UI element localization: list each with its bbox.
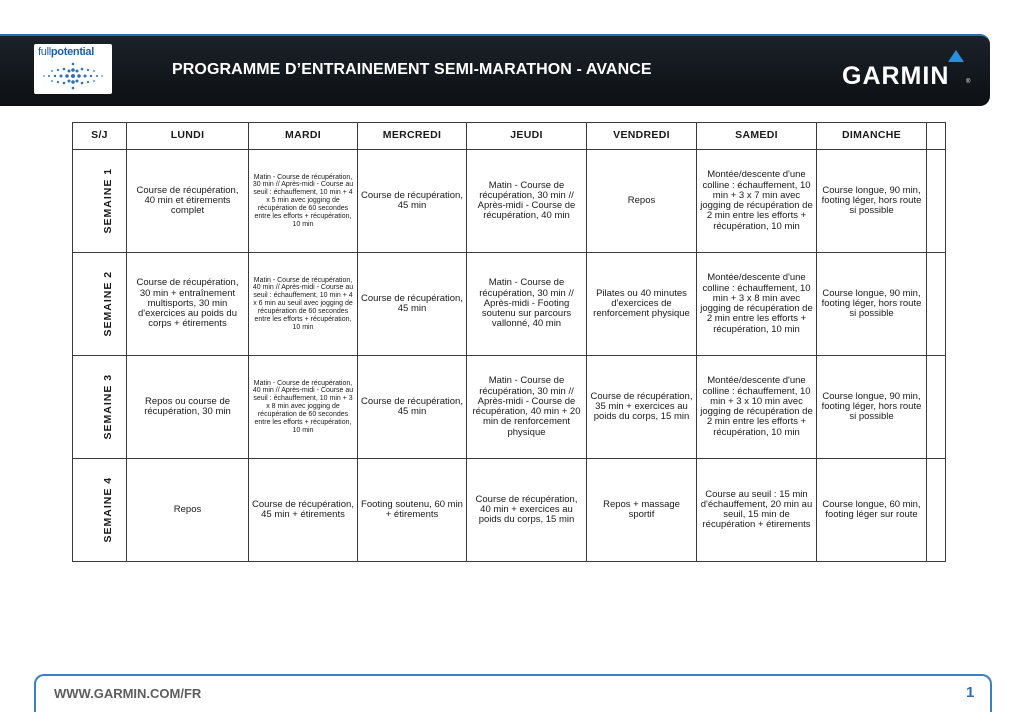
week-label: SEMAINE 3 [102,374,115,440]
table-row [73,356,946,459]
col-header-friday: VENDREDI [587,123,697,150]
col-header-monday: LUNDI [127,123,249,150]
table-cell [927,356,946,459]
week-label-cell [73,356,127,459]
swirl-icon [38,60,108,92]
table-cell: Course de récupération, 40 min + exercices au poids du corps, 15 min [467,459,587,562]
col-header-wednesday: MERCREDI [358,123,467,150]
week-label: SEMAINE 4 [102,477,115,543]
table-cell: Course de récupération, 45 min [358,356,467,459]
table-cell: Course longue, 90 min, footing léger, hors route si possible [817,150,927,253]
table-cell: Matin - Course de récupération, 30 min // Après-midi - Footing soutenu sur parcours vallonné, 40 min [467,253,587,356]
table-cell: Repos ou course de récupération, 30 min [127,356,249,459]
training-table [72,122,946,562]
week-label-cell [73,459,127,562]
logo-text-a: full [38,46,51,58]
week-label: SEMAINE 1 [102,168,115,234]
table-cell: Montée/descente d'une colline : échauffement, 10 min + 3 x 7 min avec jogging de récupération de 2 min entre les efforts + récupération, 10 min [697,150,817,253]
col-header-thursday: JEUDI [467,123,587,150]
table-cell: Matin - Course de récupération, 30 min // Après-midi - Course de récupération, 40 min + 20 min de renforcement physique [467,356,587,459]
table-cell [927,459,946,562]
table-cell: Footing soutenu, 60 min + étirements [358,459,467,562]
registered-mark: ® [966,79,971,85]
col-header-week: S/J [73,123,127,150]
page-number: 1 [966,684,975,701]
table-cell: Course longue, 60 min, footing léger sur route [817,459,927,562]
week-label-cell [73,150,127,253]
week-label: SEMAINE 2 [102,271,115,337]
table-cell: Montée/descente d'une colline : échauffement, 10 min + 3 x 8 min avec jogging de récupération de 2 min entre les efforts + récupération, 10 min [697,253,817,356]
table-cell: Course de récupération, 45 min [358,150,467,253]
col-header-sunday: DIMANCHE [817,123,927,150]
table-row [73,253,946,356]
table-row [73,459,946,562]
page-title: PROGRAMME D’ENTRAINEMENT SEMI-MARATHON - AVANCE [172,61,652,78]
table-cell: Course de récupération, 35 min + exercices au poids du corps, 15 min [587,356,697,459]
col-header-tuesday: MARDI [249,123,358,150]
col-header-saturday: SAMEDI [697,123,817,150]
table-cell: Course au seuil : 15 min d'échauffement, 20 min au seuil, 15 min de récupération + étirements [697,459,817,562]
table-cell: Course de récupération, 30 min + entraînement multisports, 30 min d'exercices au poids du corps + étirements [127,253,249,356]
table-cell: Montée/descente d'une colline : échauffement, 10 min + 3 x 10 min avec jogging de récupération de 2 min entre les efforts + récupération, 10 min [697,356,817,459]
table-cell [927,150,946,253]
table-cell: Course de récupération, 45 min + étirements [249,459,358,562]
table-cell: Repos + massage sportif [587,459,697,562]
table-cell: Course longue, 90 min, footing léger, hors route si possible [817,356,927,459]
logo-text-b: potential [50,46,95,58]
col-header-extra [927,123,946,150]
table-cell: Pilates ou 40 minutes d'exercices de renforcement physique [587,253,697,356]
table-cell: Repos [127,459,249,562]
garmin-triangle-icon [948,50,964,62]
table-cell: Matin - Course de récupération, 30 min // Après-midi - Course au seuil : échauffement, 10 min + 4 x 5 min avec jogging de récupération de 60 secondes entre les efforts + récupération, 10 min [249,150,358,253]
table-cell: Course de récupération, 45 min [358,253,467,356]
table-cell: Matin - Course de récupération, 30 min // Après-midi - Course de récupération, 40 min [467,150,587,253]
table-cell [927,253,946,356]
table-cell: Course de récupération, 40 min et étirements complet [127,150,249,253]
week-label-cell [73,253,127,356]
table-cell: Matin - Course de récupération, 40 min // Après-midi - Course au seuil : échauffement, 10 min + 3 x 8 min avec jogging de récupération de 60 secondes entre les efforts + récupération, 10 min [249,356,358,459]
footer-url-link[interactable]: WWW.GARMIN.COM/FR [54,686,202,701]
table-cell: Repos [587,150,697,253]
table-cell: Matin - Course de récupération, 40 min // Après-midi - Course au seuil : échauffement, 10 min + 4 x 6 min au seuil avec jogging de récupération de 60 secondes entre les efforts + récupération, 10 min [249,253,358,356]
fullpotential-logo [34,44,112,94]
garmin-logo: GARMIN [842,62,950,90]
logo-text [38,46,94,58]
table-cell: Course longue, 90 min, footing léger, hors route si possible [817,253,927,356]
header-row [73,123,946,150]
table-row [73,150,946,253]
